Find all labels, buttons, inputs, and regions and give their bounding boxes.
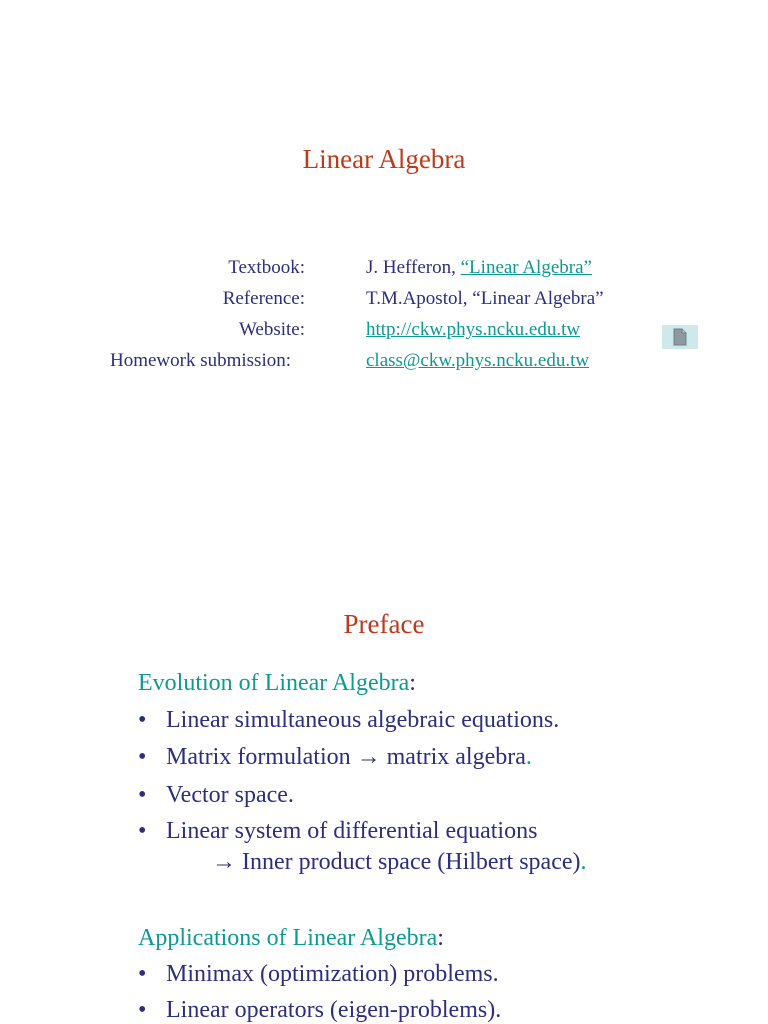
textbook-label: Textbook: xyxy=(228,257,305,278)
evolution-item-4: Linear system of differential equations xyxy=(166,818,538,844)
textbook-author: J. Hefferon, xyxy=(366,257,461,278)
evolution-heading xyxy=(138,670,416,697)
bullet-marker: • xyxy=(138,744,147,770)
evolution-item-2-text: Matrix formulation → matrix algebra xyxy=(166,744,526,770)
bullet-marker: • xyxy=(138,961,147,987)
applications-heading-text: Applications of Linear Algebra xyxy=(138,925,438,951)
document-icon-glyph xyxy=(673,328,687,346)
bullet-marker: • xyxy=(138,707,147,733)
homework-label: Homework submission: xyxy=(109,350,291,371)
website-label: Website: xyxy=(238,319,305,340)
document-icon[interactable] xyxy=(662,325,698,349)
evolution-item-1: Linear simultaneous algebraic equations. xyxy=(166,707,560,733)
applications-heading-colon: : xyxy=(437,925,444,951)
evolution-sub-item-text: → Inner product space (Hilbert space) xyxy=(212,849,581,875)
applications-item-1: Minimax (optimization) problems. xyxy=(166,961,499,987)
website-link[interactable]: http://ckw.phys.ncku.edu.tw xyxy=(366,319,581,340)
textbook-link[interactable]: “Linear Algebra” xyxy=(460,257,592,278)
evolution-heading-colon: : xyxy=(409,670,416,696)
applications-item-2: Linear operators (eigen-problems). xyxy=(166,997,502,1023)
bullet-marker: • xyxy=(138,997,147,1023)
evolution-item-3: Vector space. xyxy=(166,782,294,808)
evolution-sub-item xyxy=(212,849,587,876)
applications-heading xyxy=(138,925,444,952)
evolution-sub-item-tail: . xyxy=(580,849,587,875)
homework-email-link[interactable]: class@ckw.phys.ncku.edu.tw xyxy=(366,350,590,371)
reference-value: T.M.Apostol, “Linear Algebra” xyxy=(366,288,604,309)
bullet-marker: • xyxy=(138,818,147,844)
evolution-heading-text: Evolution of Linear Algebra xyxy=(138,670,410,696)
bullet-marker: • xyxy=(138,782,147,808)
evolution-item-2 xyxy=(166,744,532,771)
textbook-value xyxy=(366,257,592,279)
reference-label: Reference: xyxy=(222,288,305,309)
evolution-item-2-tail: . xyxy=(525,744,532,770)
preface-title: Preface xyxy=(343,609,425,639)
slide-title: Linear Algebra xyxy=(302,144,466,174)
